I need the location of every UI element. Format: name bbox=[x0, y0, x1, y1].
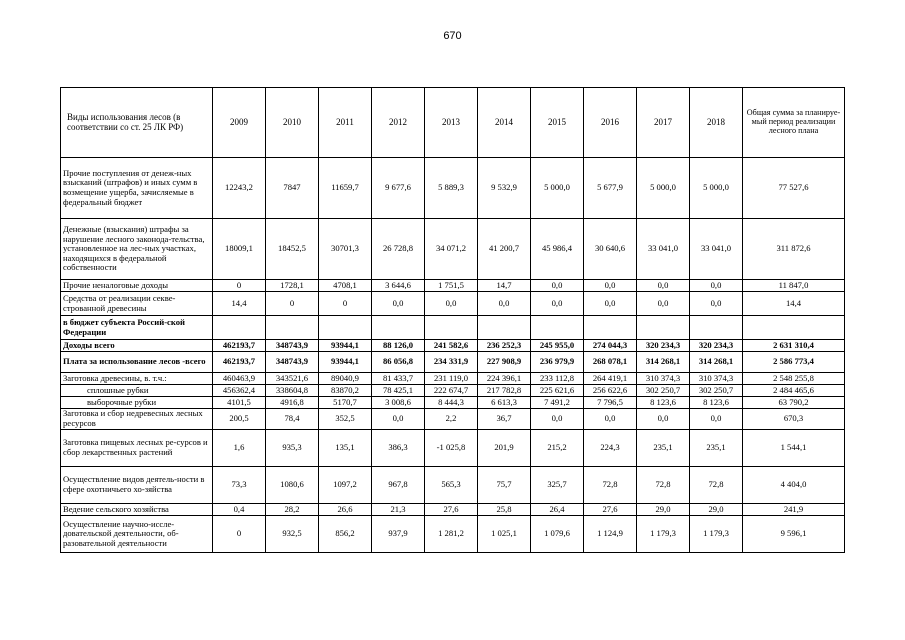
value-cell: 72,8 bbox=[690, 467, 743, 504]
value-cell bbox=[319, 316, 372, 340]
value-cell: 462193,7 bbox=[213, 352, 266, 373]
value-cell: 78,4 bbox=[266, 409, 319, 430]
value-cell: 135,1 bbox=[319, 430, 372, 467]
value-cell: 264 419,1 bbox=[584, 373, 637, 385]
column-header-total: Общая сумма за планируе-мый период реализации лесного плана bbox=[743, 88, 845, 158]
table-row bbox=[61, 340, 845, 352]
column-header-year: 2009 bbox=[213, 88, 266, 158]
value-cell: 7847 bbox=[266, 158, 319, 219]
total-cell: 670,3 bbox=[743, 409, 845, 430]
value-cell: 8 444,3 bbox=[425, 397, 478, 409]
value-cell: 18009,1 bbox=[213, 219, 266, 280]
value-cell: 72,8 bbox=[584, 467, 637, 504]
value-cell: 7 796,5 bbox=[584, 397, 637, 409]
value-cell: 21,3 bbox=[372, 504, 425, 516]
total-cell: 2 548 255,8 bbox=[743, 373, 845, 385]
value-cell: 200,5 bbox=[213, 409, 266, 430]
value-cell: 222 674,7 bbox=[425, 385, 478, 397]
column-header-year: 2015 bbox=[531, 88, 584, 158]
value-cell: 33 041,0 bbox=[637, 219, 690, 280]
value-cell: 201,9 bbox=[478, 430, 531, 467]
value-cell: 338604,8 bbox=[266, 385, 319, 397]
row-label: в бюджет субъекта Россий-ской Федерации bbox=[61, 316, 213, 340]
column-header-year: 2014 bbox=[478, 88, 531, 158]
value-cell: 0,0 bbox=[690, 292, 743, 316]
value-cell bbox=[372, 316, 425, 340]
value-cell: 0 bbox=[213, 280, 266, 292]
value-cell: 1 179,3 bbox=[690, 516, 743, 553]
value-cell: 9 677,6 bbox=[372, 158, 425, 219]
value-cell: 937,9 bbox=[372, 516, 425, 553]
value-cell: 348743,9 bbox=[266, 352, 319, 373]
row-label: сплошные рубки bbox=[61, 385, 213, 397]
value-cell: 310 374,3 bbox=[637, 373, 690, 385]
value-cell: 225 621,6 bbox=[531, 385, 584, 397]
value-cell: 0,0 bbox=[531, 292, 584, 316]
total-cell: 2 586 773,4 bbox=[743, 352, 845, 373]
value-cell: 314 268,1 bbox=[690, 352, 743, 373]
column-header-year: 2018 bbox=[690, 88, 743, 158]
value-cell: 4708,1 bbox=[319, 280, 372, 292]
table-row bbox=[61, 292, 845, 316]
table-row bbox=[61, 409, 845, 430]
value-cell: 0 bbox=[213, 516, 266, 553]
value-cell: 1097,2 bbox=[319, 467, 372, 504]
value-cell: 343521,6 bbox=[266, 373, 319, 385]
value-cell: 29,0 bbox=[637, 504, 690, 516]
row-label: Доходы всего bbox=[61, 340, 213, 352]
value-cell: 83870,2 bbox=[319, 385, 372, 397]
value-cell: 0,0 bbox=[372, 409, 425, 430]
total-cell: 9 596,1 bbox=[743, 516, 845, 553]
table-body bbox=[61, 158, 845, 553]
value-cell: 268 078,1 bbox=[584, 352, 637, 373]
value-cell: 236 252,3 bbox=[478, 340, 531, 352]
table-row bbox=[61, 280, 845, 292]
table-row bbox=[61, 373, 845, 385]
table-row bbox=[61, 219, 845, 280]
value-cell: 3 644,6 bbox=[372, 280, 425, 292]
value-cell: 36,7 bbox=[478, 409, 531, 430]
row-label: Прочие поступления от денеж-ных взысканий (штрафов) и иных сумм в возмещение ущерба, зачисляемые в федеральный бюджет bbox=[61, 158, 213, 219]
column-header-year: 2017 bbox=[637, 88, 690, 158]
value-cell: 462193,7 bbox=[213, 340, 266, 352]
value-cell: 30701,3 bbox=[319, 219, 372, 280]
value-cell: 224,3 bbox=[584, 430, 637, 467]
value-cell: 0,0 bbox=[584, 280, 637, 292]
value-cell: 302 250,7 bbox=[637, 385, 690, 397]
value-cell: 0,0 bbox=[584, 292, 637, 316]
value-cell: 9 532,9 bbox=[478, 158, 531, 219]
column-header-year: 2013 bbox=[425, 88, 478, 158]
table-row bbox=[61, 516, 845, 553]
value-cell: 89040,9 bbox=[319, 373, 372, 385]
value-cell: 2,2 bbox=[425, 409, 478, 430]
value-cell: 1080,6 bbox=[266, 467, 319, 504]
value-cell: 235,1 bbox=[637, 430, 690, 467]
value-cell: 0,0 bbox=[478, 292, 531, 316]
row-label: Заготовка пищевых лесных ре-сурсов и сбор лекарственных растений bbox=[61, 430, 213, 467]
table-row bbox=[61, 467, 845, 504]
value-cell: 215,2 bbox=[531, 430, 584, 467]
value-cell: 456362,4 bbox=[213, 385, 266, 397]
value-cell: 0,0 bbox=[637, 292, 690, 316]
total-cell: 4 404,0 bbox=[743, 467, 845, 504]
value-cell: 73,3 bbox=[213, 467, 266, 504]
value-cell: 93944,1 bbox=[319, 352, 372, 373]
value-cell: 967,8 bbox=[372, 467, 425, 504]
value-cell: 41 200,7 bbox=[478, 219, 531, 280]
value-cell: 8 123,6 bbox=[637, 397, 690, 409]
total-cell bbox=[743, 316, 845, 340]
value-cell: 236 979,9 bbox=[531, 352, 584, 373]
value-cell: 11659,7 bbox=[319, 158, 372, 219]
value-cell: -1 025,8 bbox=[425, 430, 478, 467]
value-cell: 0 bbox=[266, 292, 319, 316]
row-label: Средства от реализации секве-строванной древесины bbox=[61, 292, 213, 316]
value-cell: 6 613,3 bbox=[478, 397, 531, 409]
table-row bbox=[61, 430, 845, 467]
value-cell: 256 622,6 bbox=[584, 385, 637, 397]
value-cell: 12243,2 bbox=[213, 158, 266, 219]
value-cell: 14,7 bbox=[478, 280, 531, 292]
value-cell: 0,0 bbox=[690, 409, 743, 430]
value-cell: 7 491,2 bbox=[531, 397, 584, 409]
value-cell: 1 124,9 bbox=[584, 516, 637, 553]
row-label: Ведение сельского хозяйства bbox=[61, 504, 213, 516]
total-cell: 14,4 bbox=[743, 292, 845, 316]
table-header-row bbox=[61, 88, 845, 158]
value-cell: 5 000,0 bbox=[531, 158, 584, 219]
row-label: Заготовка древесины, в. т.ч.: bbox=[61, 373, 213, 385]
value-cell: 386,3 bbox=[372, 430, 425, 467]
table-row bbox=[61, 397, 845, 409]
value-cell: 5170,7 bbox=[319, 397, 372, 409]
value-cell: 325,7 bbox=[531, 467, 584, 504]
value-cell: 26,6 bbox=[319, 504, 372, 516]
total-cell: 1 544,1 bbox=[743, 430, 845, 467]
value-cell bbox=[584, 316, 637, 340]
value-cell: 310 374,3 bbox=[690, 373, 743, 385]
page-number: 670 bbox=[443, 30, 462, 42]
value-cell: 320 234,3 bbox=[637, 340, 690, 352]
value-cell: 1 281,2 bbox=[425, 516, 478, 553]
value-cell: 348743,9 bbox=[266, 340, 319, 352]
column-header-year: 2011 bbox=[319, 88, 372, 158]
value-cell: 0,0 bbox=[372, 292, 425, 316]
table-row bbox=[61, 352, 845, 373]
table-row bbox=[61, 316, 845, 340]
value-cell bbox=[690, 316, 743, 340]
value-cell: 1728,1 bbox=[266, 280, 319, 292]
value-cell: 4101,5 bbox=[213, 397, 266, 409]
value-cell: 81 433,7 bbox=[372, 373, 425, 385]
value-cell: 935,3 bbox=[266, 430, 319, 467]
value-cell: 14,4 bbox=[213, 292, 266, 316]
value-cell: 88 126,0 bbox=[372, 340, 425, 352]
row-label: Осуществление видов деятель-ности в сфере охотничьего хо-зяйства bbox=[61, 467, 213, 504]
value-cell: 5 889,3 bbox=[425, 158, 478, 219]
value-cell: 274 044,3 bbox=[584, 340, 637, 352]
row-label: выборочные рубки bbox=[61, 397, 213, 409]
value-cell: 3 008,6 bbox=[372, 397, 425, 409]
value-cell: 27,6 bbox=[425, 504, 478, 516]
column-header-year: 2010 bbox=[266, 88, 319, 158]
value-cell: 72,8 bbox=[637, 467, 690, 504]
table-row bbox=[61, 504, 845, 516]
value-cell: 245 955,0 bbox=[531, 340, 584, 352]
value-cell: 0,0 bbox=[637, 409, 690, 430]
total-cell: 11 847,0 bbox=[743, 280, 845, 292]
value-cell bbox=[531, 316, 584, 340]
column-header-year: 2012 bbox=[372, 88, 425, 158]
value-cell: 29,0 bbox=[690, 504, 743, 516]
value-cell: 314 268,1 bbox=[637, 352, 690, 373]
value-cell: 93944,1 bbox=[319, 340, 372, 352]
value-cell: 33 041,0 bbox=[690, 219, 743, 280]
value-cell: 856,2 bbox=[319, 516, 372, 553]
total-cell: 2 484 465,6 bbox=[743, 385, 845, 397]
column-header-year: 2016 bbox=[584, 88, 637, 158]
value-cell bbox=[425, 316, 478, 340]
value-cell: 27,6 bbox=[584, 504, 637, 516]
value-cell: 1 179,3 bbox=[637, 516, 690, 553]
value-cell: 932,5 bbox=[266, 516, 319, 553]
total-cell: 63 790,2 bbox=[743, 397, 845, 409]
value-cell: 1 025,1 bbox=[478, 516, 531, 553]
value-cell: 34 071,2 bbox=[425, 219, 478, 280]
table-row bbox=[61, 158, 845, 219]
value-cell: 18452,5 bbox=[266, 219, 319, 280]
value-cell: 227 908,9 bbox=[478, 352, 531, 373]
value-cell: 302 250,7 bbox=[690, 385, 743, 397]
value-cell: 75,7 bbox=[478, 467, 531, 504]
value-cell: 460463,9 bbox=[213, 373, 266, 385]
value-cell: 0,4 bbox=[213, 504, 266, 516]
row-label: Заготовка и сбор недревесных лесных ресурсов bbox=[61, 409, 213, 430]
value-cell: 0 bbox=[319, 292, 372, 316]
total-cell: 77 527,6 bbox=[743, 158, 845, 219]
total-cell: 2 631 310,4 bbox=[743, 340, 845, 352]
value-cell: 231 119,0 bbox=[425, 373, 478, 385]
row-label: Плата за использование лесов -всего bbox=[61, 352, 213, 373]
value-cell: 0,0 bbox=[531, 280, 584, 292]
value-cell: 234 331,9 bbox=[425, 352, 478, 373]
value-cell: 28,2 bbox=[266, 504, 319, 516]
row-label: Осуществление научно-иссле-довательской деятельности, об-разовательной деятельности bbox=[61, 516, 213, 553]
value-cell: 4916,8 bbox=[266, 397, 319, 409]
value-cell: 0,0 bbox=[637, 280, 690, 292]
value-cell bbox=[266, 316, 319, 340]
value-cell: 26 728,8 bbox=[372, 219, 425, 280]
table-row bbox=[61, 385, 845, 397]
value-cell: 8 123,6 bbox=[690, 397, 743, 409]
value-cell: 224 396,1 bbox=[478, 373, 531, 385]
value-cell: 86 056,8 bbox=[372, 352, 425, 373]
value-cell: 1 079,6 bbox=[531, 516, 584, 553]
total-cell: 241,9 bbox=[743, 504, 845, 516]
value-cell bbox=[478, 316, 531, 340]
value-cell: 0,0 bbox=[690, 280, 743, 292]
value-cell: 25,8 bbox=[478, 504, 531, 516]
value-cell: 5 677,9 bbox=[584, 158, 637, 219]
row-label: Денежные (взыскания) штрафы за нарушение лесного законода-тельства, установленное на лес-ных участках, находящихся в федеральной собственности bbox=[61, 219, 213, 280]
value-cell: 565,3 bbox=[425, 467, 478, 504]
value-cell: 1,6 bbox=[213, 430, 266, 467]
value-cell: 217 782,8 bbox=[478, 385, 531, 397]
value-cell: 78 425,1 bbox=[372, 385, 425, 397]
value-cell: 1 751,5 bbox=[425, 280, 478, 292]
value-cell bbox=[213, 316, 266, 340]
forest-use-table bbox=[60, 87, 845, 553]
value-cell: 0,0 bbox=[425, 292, 478, 316]
row-label: Прочие неналоговые доходы bbox=[61, 280, 213, 292]
value-cell: 30 640,6 bbox=[584, 219, 637, 280]
total-cell: 311 872,6 bbox=[743, 219, 845, 280]
value-cell: 320 234,3 bbox=[690, 340, 743, 352]
value-cell: 235,1 bbox=[690, 430, 743, 467]
column-header-use-type: Виды использования лесов (в соответствии со ст. 25 ЛК РФ) bbox=[61, 88, 213, 158]
value-cell: 0,0 bbox=[584, 409, 637, 430]
value-cell: 45 986,4 bbox=[531, 219, 584, 280]
value-cell: 5 000,0 bbox=[637, 158, 690, 219]
value-cell: 26,4 bbox=[531, 504, 584, 516]
value-cell bbox=[637, 316, 690, 340]
value-cell: 352,5 bbox=[319, 409, 372, 430]
value-cell: 233 112,8 bbox=[531, 373, 584, 385]
value-cell: 5 000,0 bbox=[690, 158, 743, 219]
value-cell: 0,0 bbox=[531, 409, 584, 430]
value-cell: 241 582,6 bbox=[425, 340, 478, 352]
